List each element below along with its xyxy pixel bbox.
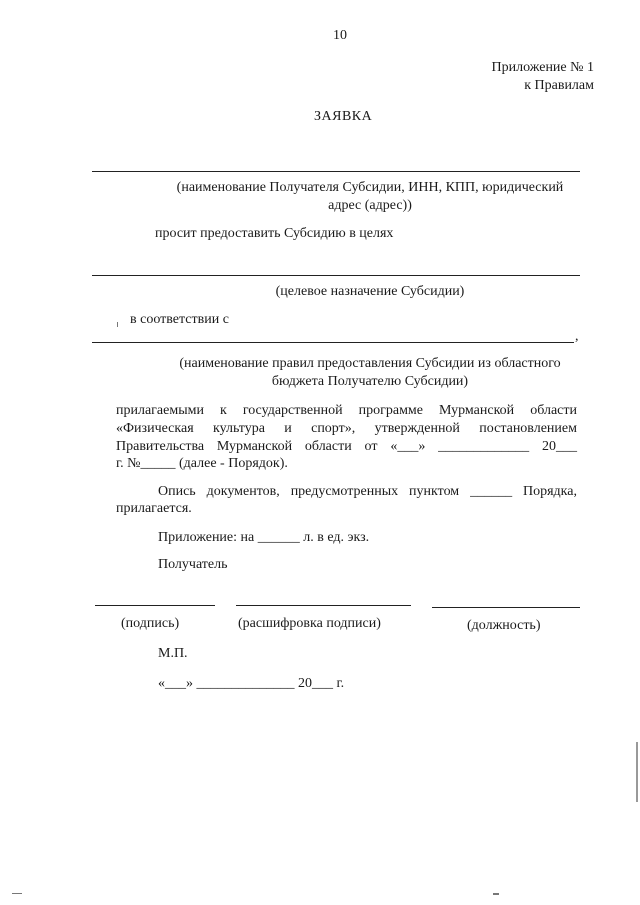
rules-caption-line-1: (наименование правил предоставления Субсидии из областного xyxy=(179,356,561,371)
decoding-line xyxy=(236,605,411,606)
rules-name-line xyxy=(92,342,574,343)
rules-caption-line-2: бюджета Получателю Субсидии) xyxy=(271,374,469,389)
purpose-caption: (целевое назначение Субсидии) xyxy=(275,284,465,299)
signature-caption: (подпись) xyxy=(121,616,180,631)
purpose-line xyxy=(92,275,580,276)
recipient-name-line xyxy=(92,171,580,172)
appendix-line-1: Приложение № 1 xyxy=(491,60,594,75)
document-title: ЗАЯВКА xyxy=(314,109,373,124)
position-caption: (должность) xyxy=(467,618,541,633)
attached-line-1: прилагаемыми к государственной программе Мурманской области xyxy=(116,403,577,418)
scan-mark-bottom-right xyxy=(493,893,499,895)
attachment-line: Приложение: на ______ л. в ед. экз. xyxy=(158,530,370,545)
recipient-caption-line-2: адрес (адрес)) xyxy=(328,198,412,213)
attached-line-3: Правительства Мурманской области от «___» _____________ 20___ xyxy=(116,439,577,454)
appendix-line-2: к Правилам xyxy=(524,78,594,93)
stamp-label: М.П. xyxy=(158,646,188,661)
recipient-label: Получатель xyxy=(158,557,228,572)
signature-line xyxy=(95,605,215,606)
request-text: просит предоставить Субсидию в целях xyxy=(155,226,394,241)
attached-line-2: «Физическая культура и спорт», утвержденной постановлением xyxy=(116,421,577,436)
attached-line-4: г. №_____ (далее - Порядок). xyxy=(116,456,288,471)
recipient-caption-line-1: (наименование Получателя Субсидии, ИНН, КПП, юридический xyxy=(176,180,564,195)
accordance-text: в соответствии с xyxy=(130,312,229,327)
decoding-caption: (расшифровка подписи) xyxy=(238,616,381,631)
inventory-line-1: Опись документов, предусмотренных пунктом ______ Порядка, xyxy=(158,484,577,499)
scan-mark-bottom-left xyxy=(12,893,22,894)
position-line xyxy=(432,607,580,608)
page-number: 10 xyxy=(333,28,347,43)
scan-mark-right-edge xyxy=(636,742,638,802)
inventory-line-2: прилагается. xyxy=(116,501,192,516)
trailing-comma: , xyxy=(575,329,579,344)
scan-mark-left xyxy=(117,322,118,327)
date-line: «___» ______________ 20___ г. xyxy=(158,676,345,691)
